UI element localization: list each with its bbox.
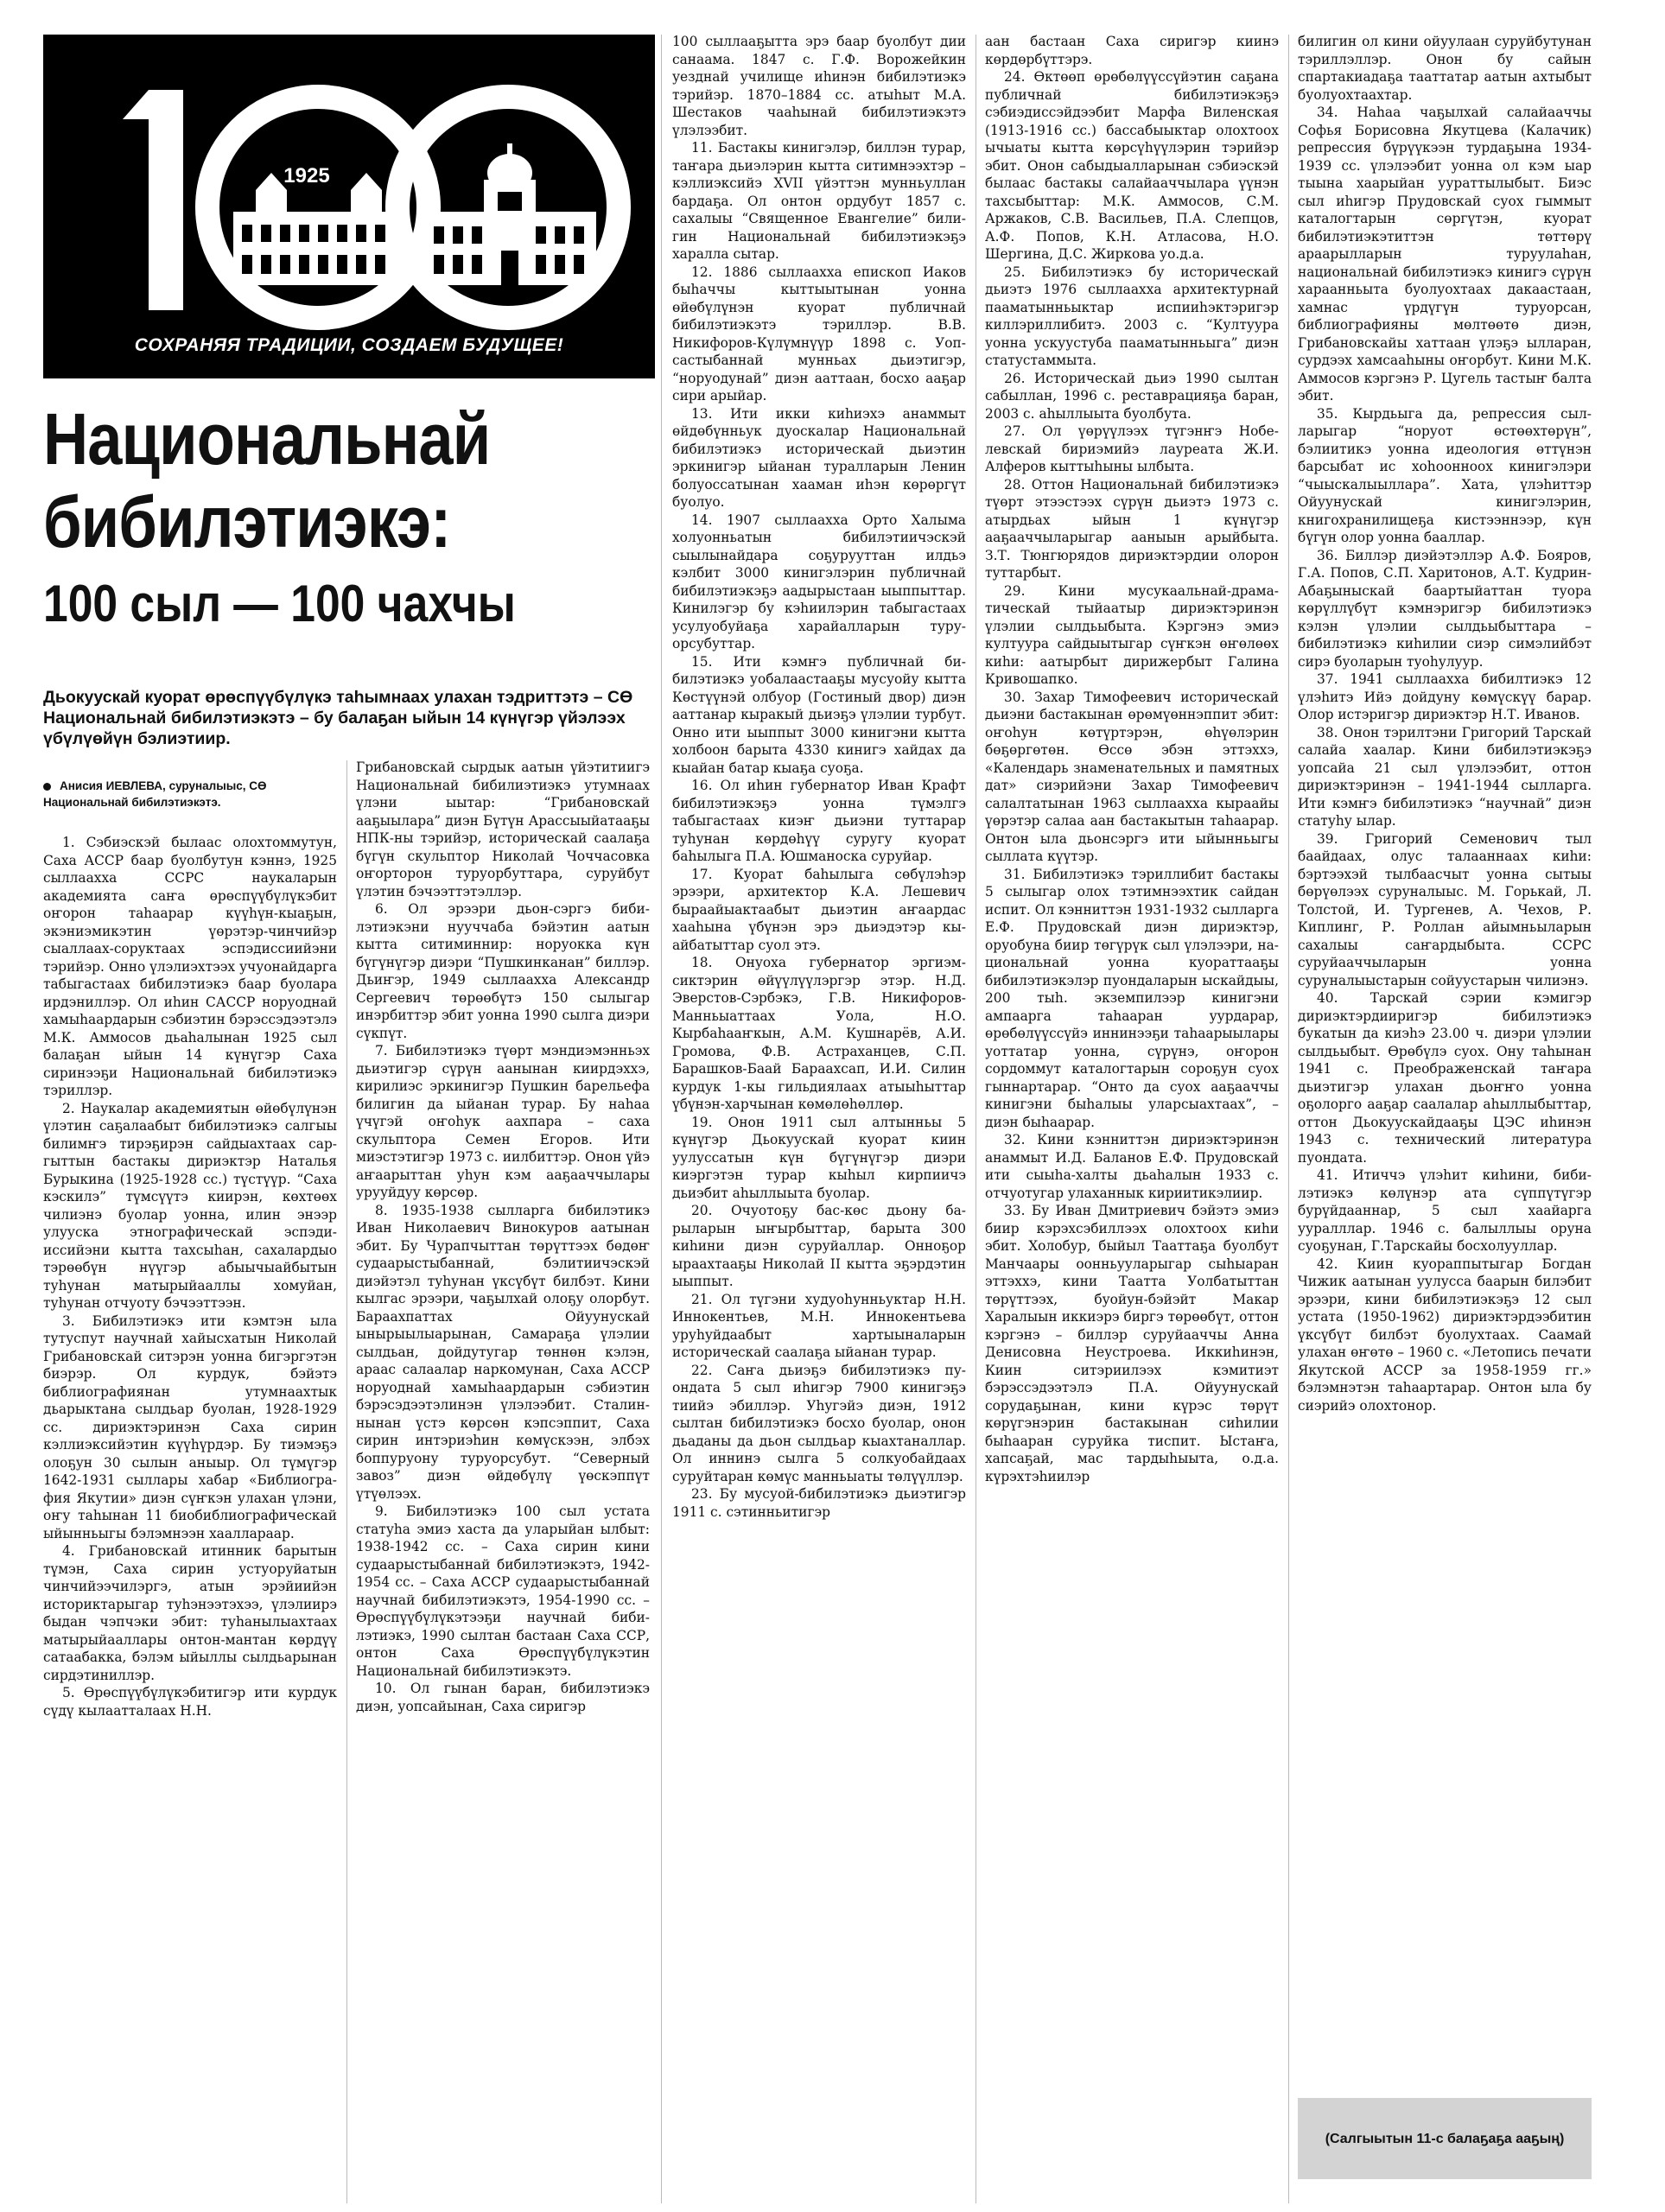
headline-line-2: бибилэтиэкэ:: [43, 481, 451, 563]
article-headline: [43, 397, 657, 638]
paragraph: 28. Оттон Национальнай бибилэтиэкэ түөрт этээстээх сүрүн дьиэтэ 1973 с. атырдьах ыйын 1 күнүгэр ааҕааччыларыгар ааныын арыйбыта. З.Т. Тюнгюрядов дириэктэрдии олорон туттарбыт.: [985, 476, 1279, 581]
paragraph: 38. Онон тэрилтэни Григорий Тарскай салайа хаалар. Кини бибилэтиэкэҕэ уопсайа 21 сыл үлэлээбит, оттон дириэктэринэн – 1941-1944 сылларга. Ити кэмҥэ бибилэтиэкэ “научнай” диэн статуһу ылар.: [1298, 724, 1592, 829]
paragraph: 19. Онон 1911 сыл алтынньы 5 күнүгэр Дьокуускай куорат киин уулуссатын күн бүгүнүгэр диэри киэргэтэн турар кыһыл кирпиичэ дьиэбит аһыллыыта буолар.: [672, 1114, 966, 1201]
paragraph: 29. Кини мусукаальнай-драматическай тыйаатыр дириэктэринэн үлэлии сылдьыбыта. Кэргэнэ эмиэ култуура сайдыытыгар сүҥкэн өҥөлөөх киһи: аатырбыт дирижербыт Галина Кривошапко.: [985, 582, 1279, 687]
paragraph: 39. Григорий Семенович тыл баайдаах, олус талааннаах киһи: бэртээхэй тылбаасчыт уонна сытыы бөрүөлээх суруналыыс. М. Горькай, Л. Толстой, И. Тургенев, А. Чехов, Р. Киплинг, Р. Роллан айымньыларын сахалыы саҥардыбыта. ССРС суруйааччыларын уонна суруналыыстарын сойуустарын чилиэнэ.: [1298, 830, 1592, 988]
column-divider: [1288, 35, 1289, 2203]
paragraph: 41. Итиччэ үлэһит киһини, бибилэтиэкэ көлүнэр ата сүппүтүгэр бурүйдааннар, 5 сыл хаайарга ууралллар. 1946 с. балыллыы оруна суоҕунан, Г.Тарскайы босхолууллар.: [1298, 1167, 1592, 1254]
author-byline: [43, 778, 337, 810]
continuation-note: (Салгыытын 11-с балаҕаҕа ааҕың): [1298, 2098, 1592, 2179]
paragraph: 6. Ол эрээри дьон-сэргэ бибилэтиэкэни нууччаба бэйэтин аатын кытта ситиминнир: норуокка күн бүгүнүгэр диэри “Пушкинканан” биллэр. Дьиҥэр, 1949 сыллаахха Александр Сергеевич төрөөбүтэ 150 сылыгар инэрбиттэр эбит уонна 1990 сылга диэри сүкпүт.: [356, 901, 650, 1041]
column-divider: [661, 35, 662, 2203]
paragraph: 4. Грибановскай итинник барытын түмэн, Саха сирин устуоруйатын чинчийээчилэргэ, атын эрэйиийэн историктарыгар туһэнээтэхээ, үлэлиирэ быдан чэпчэки эбит: туһанылыахтаах матырыйааллары онтон-мантан көрдүү сатаабакка, бэлэм ыйыллы сылдьарынан сирдэтиниллэр.: [43, 1543, 337, 1683]
logo-year: 1925: [283, 164, 330, 188]
author-name: Анисия ИЕВЛЕВА, суруналыыс, СӨ Национальнай бибилэтиэкэтэ.: [43, 779, 267, 809]
paragraph: 14. 1907 сыллааххa Орто Халыма холуонньатын бибилэтиичэскэй сыылынайдара соҕурууттан илдьэ кэлбит 3000 кинигэлэрин публичнай бибилэтиэкэҕэ аадырыстаан ыыппыттар. Кинилэгэр бу кэһиилэрин табыгастаах усулуобуйаҕа харайалларын туруорсубуттар.: [672, 512, 966, 652]
headline-line-3: 100 сыл — 100 чахчы: [43, 575, 516, 632]
paragraph: Грибановскай сырдык аатын үйэтитиигэ Национальнай бибилиэтиэкэ утумнаах үлэни ыытар: “Грибановскай ааҕыылара” диэн Бүтүн Арассыыйатааҕы НПК-ны тэрийэр, историческай саалаҕа бүгүн скульптор Николай Чоччасовка оҥорторон туруорбуттара, суруйбут үлэтин бэчээттэтэллэр.: [356, 760, 650, 899]
paragraph: 36. Биллэр диэйэтэллэр А.Ф. Бояров, Г.А. Попов, С.П. Харитонов, А.Т. Кудрин-Абаҕыныскай баартыйаттан туора көрүллүбүт кэмнэригэр бибилэтиэкэ кэлэн үлэлии сылдьыбыттара – бибилэтиэкэ киһилии сиэр симэлийбэт сирэ буоларын туоһулуур.: [1298, 547, 1592, 670]
paragraph: 18. Онуоха губернатор эргиэмсиктэрин өйүүлүүлэргэр этэр. Н.Д. Эверстов-Сэрбэкэ, Г.В. Никифоров-Манньыаттаах Уола, Н.О. Кырбаһааҥкын, А.М. Кушнарёв, А.И. Громова, Ф.В. Астраханцев, С.П. Барашков-Баай Бараахсап, И.И. Силин курдук 1-кы гильдиялаах атыыһыттар үбүнэн-харчынан көмөлөһөллөр.: [672, 955, 966, 1112]
paragraph: 9. Бибилэтиэкэ 100 сыл устата статуһа эмиэ хаста да уларыйан ылбыт: 1938-1942 сс. – Саха сирин кини судаарыстыбаннай бибилэтиэкэтэ, 1942-1954 сс. – Саха АССР судаарыстыбаннай научнай бибилэтиэкэтэ, 1954-1990 сс. – Өрөспүүбүлүкэтээҕи научнай бибилэтиэкэ, 1990 сылтан бастаан Саха ССР, онтон Саха Өрөспүүбүлүкэтин Национальнай бибилэтиэкэтэ.: [356, 1503, 650, 1679]
paragraph: 42. Киин куораппытыгар Богдан Чижик аатынан уулусса баарын билэбит эрээри, кини бибилэтиэкэҕэ 12 сыл устата (1950-1962) дириэктэрдээбитин үксүбүт билбэт буолухтаах. Саамай улахан өҥөтө – 1960 с. «Летопись печати Якутской АССР за 1958-1959 гг.» бэлэмнэтэн таһаартарар. Онтон ыла бу сиэрийэ олохтонор.: [1298, 1255, 1592, 1414]
paragraph: 8. 1935-1938 сылларга бибилэтикэ Иван Николаевич Винокуров аатынан эбит. Бу Чурапчыттан төрүттээх бөдөҥ судаарыстыбаннай, бэлитиичэскэй диэйэтэл туһунан үксүбүт билбэт. Кини кылгас эрээри, чаҕылхай олоҕу олорбут. Бараахпаттах Ойуунускай ынырыылыарынан, Самараҕа үлэлии сылдьан, дойдутугар төннөн кэлэн, араас салаалар наркомунан, Саха АССР норуоднай хамыһаардарын сэбиэтин бэрэсэдээтэлинэн үлэлээбит. Сталиннынан үстэ көрсөн кэпсэппит, Саха сирин интэриэһин көмүскээн, элбэх боппуруону туруорсубут. “Северный завоз” диэн өйдөбүлү үөскэппүт үтүөлээх.: [356, 1202, 650, 1502]
article-column-2: [356, 759, 650, 2202]
article-column-5: [1298, 33, 1592, 1994]
paragraph: билигин ол кини ойуулаан суруйбутунан тэриллэллэр. Онон бу сайын спартакиадаҕа тааттатар аатын ахтыбыт буолуохтаахтар.: [1298, 34, 1592, 103]
paragraph: 20. Очуотоҕу бас-көс дьону барыларын ыҥырбыттар, барыта 300 киһини диэн суруйаллар. Онноҕор ыраахтааҕы Николай II кытта эҕэрдэтин ыыппыт.: [672, 1203, 966, 1289]
logo-100-graphic: [43, 35, 655, 378]
paragraph: 16. Ол иһин губернатор Иван Крафт бибилэтиэкэҕэ уонна түмэлгэ табыгастаах киэҥ дьиэни туттарар туһунан көрдөһүү суругу куорат баһылыга П.А. Юшманоска суруйар.: [672, 778, 966, 864]
paragraph: 11. Бастакы кинигэлэр, биллэн турар, таҥара дьиэлэрин кытта ситимнээхтэр – кэллиэксийэ XVII үйэттэн мунньуллан бардаҕа. Ол онтон ордубут 1857 с. сахалыы “Священное Евангелие” билигин Национальнай бибилэтиэкэҕэ харалла сытар.: [672, 140, 966, 262]
paragraph: 15. Ити кэмҥэ публичнай бибилэтиэкэ уобалаастааҕы мусуойу кытта Көстүүнэй олбуор (Гостиный двор) диэн ааттанар кыракый дьиэҕэ үлэлии турбут. Онно ити ыыппыт 3000 кинигэни кытта холбоон барыта 4330 кинигэ хайдах да кыайан батар кыаҕа суоҕа.: [672, 653, 966, 776]
paragraph: 17. Куорат баһылыга сөбүлэһэр эрээри, архитектор К.А. Лешевич быраайыактаабыт дьиэтин аҥаардас хааһына үбүнэн эрэ дьиэдэтэр кыайбатыттар суол этэ.: [672, 866, 966, 953]
article-column-4: [985, 33, 1279, 2202]
paragraph: 37. 1941 сыллааххa бибилтиэкэ 12 үлэһитэ Ийэ дойдуну көмүскүү барар. Олор истэригэр дириэктэр Н.Т. Иванов.: [1298, 671, 1592, 722]
logo-tagline: СОХРАНЯЯ ТРАДИЦИИ, СОЗДАЕМ БУДУЩЕЕ!: [134, 335, 564, 355]
paragraph: 13. Ити икки киһиэхэ анаммыт өйдөбүнньук дуоскалар Национальнай бибилэтиэкэ историческай дьиэтин эркинигэр ыйанан туралларын Ленин болуоссатынан хааман иһэн көрөргүт буолуо.: [672, 405, 966, 510]
bullet-icon: [43, 783, 51, 791]
paragraph: 10. Ол гынан баран, бибилэтиэкэ диэн, уопсайынан, Саха сиригэр: [356, 1681, 650, 1714]
paragraph: 12. 1886 сыллааххa епископ Иаков быһаччы кыттыытынан уонна өйөбүлүнэн куорат публичнай бибилэтиэкэтэ тэриллэр. В.В. Никифоров-Күлүмнүүр 1898 с. Уопсастыбаннай мунньах дьиэтигэр, “норуодунай” диэн ааттаан, босхо ааҕар сири арыйар.: [672, 264, 966, 404]
paragraph: 27. Ол үөрүүлээх түгэнҥэ Нобелевскай бириэмийэ лауреата Ж.И. Алферов кыттыһыны ылбыта.: [985, 423, 1279, 474]
column-divider: [975, 35, 976, 2203]
column-divider: [346, 760, 347, 2203]
paragraph: 100 сыллааҕытта эрэ баар буолбут дии санаама. 1847 с. Г.Ф. Ворожейкин уезднай училище иһинэн бибилэтиэкэ тэрийэр. 1870–1884 сс. атыһыт М.А. Шестаков чааһынай бибилэтиэкэтэ үлэлээбит.: [672, 34, 966, 138]
paragraph: 21. Ол түгэни худуоһунньуктар Н.Н. Иннокентьев, М.Н. Иннокентьева уруһуйдаабыт хартыыналарын историческай саалаҕа ыйанан турар.: [672, 1291, 966, 1360]
paragraph: аан бастаан Саха сиригэр киинэ көрдөрбүттэрэ.: [985, 34, 1279, 67]
paragraph: 30. Захар Тимофеевич историческай дьиэни бастакынан өрөмүөннэппит эбит: оҥоһун көтүртэрэн, өһүөлэрин бөҕөргөтөн. Өссө эбэн эттэххэ, «Календарь знаменательных и памятных дат» сиэрийэни Захар Тимофеевич салалтатынан 1963 сыллааххa кыраайы үөрэтэр салаа аан бастaкытын таһаарар. Онтон ыла дьонсэргэ ити ыйынньыгы сыллата күүтэр.: [985, 689, 1279, 864]
paragraph: 1. Сэбиэскэй былаас олохтоммутун, Саха АССР баар буолбутун кэннэ, 1925 сыллаахха ССРС наукаларын академията саҥа өрөспүүбүлүкэбит оҥорон таһаарар күүһүн-кыаҕын, экэниэмикэтин үөрэтэр-чинчийэр сыаллаах-соруктаах эспэдиссиийэни тэрийэр. Онно үлэлиэхтээх учуонайдарга табыгастаах бибилэтиэкэ баар буолара ирдэниллэр. Ол иһин САССР норуоднай хамыһаардарын сэбиэтин бэрэссэдээтэлэ М.К. Аммосов дьаһалынан 1925 сыл балаҕан ыйын 14 күнүгэр Саха сиринээҕи Национальнай бибилэтиэкэ тэриллэр.: [43, 835, 337, 1098]
paragraph: 3. Бибилэтиэкэ ити кэмтэн ыла тутуспут научнай хайысхатын Николай Грибановскай ситэрэн уонна бигэргэтэн биэрэр. Ол курдук, бэйэтэ библиографиянан утумнаахтык дьарыктана сылдьар буолан, 1928-1929 сс. дириэктэринэн Саха сирин кэллиэксийэтин күүһүрдэр. Бу тиэмэҕэ олоҕун 30 сылын аныыр. Ол түмүгэр 1642-1931 сыллары хабар «Библиография Якутии» диэн сүҥкэн улахан үлэни, оҥу таһынан 11 биобиблиографическай ыйынньыгы бэлэмнээн хааллараар.: [43, 1313, 337, 1541]
paragraph: 35. Кырдьыга да, репрессия сылларыгар “норуот өстөөхтөрүн”, бэлиитикэ уонна идеология өттүнэн барсыбат ис хоһоонноох кинигэлэри “чыыскалыыллара”. Хата, үлэһиттэр Ойуунускай кинигэлэрин, книгохранилищеҕа кистээннээр, күн бүгүн олор уонна бааллар.: [1298, 405, 1592, 545]
article-column-1: [43, 834, 337, 2199]
headline-line-1: Национальнай: [43, 398, 491, 480]
paragraph: 40. Тарскай сэрии кэмигэр дириэктэрдииригэр бибилэтиэкэ букатын да киэһэ 23.00 ч. диэри үлэлии сылдьыбыт. Өрөбүлэ суох. Ону таһынан 1941 с. Преображенскай таҥара дьиэтигэр улахан дьоҥҥо уонна оҕолорго ааҕар саалалар аһыллыбыттар, оттон Дьокуускайдааҕы ЦЭС иһинэн 1943 с. технический литература пуондата.: [1298, 990, 1592, 1166]
article-column-3: [672, 33, 966, 2202]
anniversary-logo: [43, 35, 655, 378]
paragraph: 7. Бибилэтиэкэ түөрт мэндиэмэнньэх дьиэтигэр сүрүн аанынан киирдэххэ, кирилиэс эркинигэр Пушкин барельефа билигин да ыйанан турар. Бу наһаа үчүгэй оҥоһук аахпара – саха скульптора Семен Егоров. Ити миэстэтигэр 1973 с. иилбиттэр. Онон үйэ аҥаарыттан уһун кэм ааҕааччылары урууйдуу көрсөр.: [356, 1043, 650, 1200]
paragraph: 26. Историческай дьиэ 1990 сылтан сабыллан, 1996 с. реставрацияҕа баран, 2003 с. аһыллыыта буолбута.: [985, 370, 1279, 422]
paragraph: 31. Бибилэтиэкэ тэриллибит бастакы 5 сылыгар олох тэтимнээхтик сайдан испит. Ол кэнниттэн 1931-1932 сылларга Е.Ф. Прудовскай диэн дириэктэр, оруобуна биир төгүрүк сыл үлэлээри, национальнай уонна куораттааҕы бибилэтиэкэлэр пуондаларын ыскайдыы, 200 тыһ. экземпилээр кинигэни ампаарга таһааран уурдарар, өрөбөлүүссүйэ иннинээҕи таһаарыылары уоттатар уонна, сүрүнэ, оҥорон сордоммут каталогтарын сороҕун суох гыннартарар. “Онто да суох ааҕааччы кинигэни быһалыы уларсыахтаах”, – диэн быһаарар.: [985, 866, 1279, 1130]
paragraph: 25. Бибилэтиэкэ бу историческай дьиэтэ 1976 сыллааххa архитектурнай пааматынньыктар испииһэктэригэр киллэриллибитэ. 2003 с. “Култуура уонна ускуустуба пааматынньыга” диэн статустаммыта.: [985, 264, 1279, 368]
paragraph: 23. Бу мусуой-бибилэтиэкэ дьиэтигэр 1911 с. сэтинньитигэр: [672, 1486, 966, 1520]
paragraph: 22. Саҥа дьиэҕэ бибилэтиэкэ пуондата 5 сыл иһигэр 7900 кинигэҕэ тиийэ эбиллэр. Уһугэйэ диэн, 1912 сылтан бибилэтиэкэ босхо буолар, онон дьаданы да дьон сылдьар кыахтаналлар. Ол иннинэ сылга 5 солкуобайдаах суруйтаран көмүс манньыаты төлүүллэр.: [672, 1362, 966, 1484]
paragraph: 32. Кини кэнниттэн дириэктэринэн анаммыт И.Д. Баланов Е.Ф. Прудовскай ити сыыһа-халты дьаһалын 1933 с. отчуотугар улаханнык кириитикэлиир.: [985, 1132, 1279, 1201]
paragraph: 24. Өктөөп өрөбөлүүссүйэтин саҕана публичнай бибилэтиэкэҕэ сэбиэдиссэйдээбит Марфа Виленская (1913-1916 сс.) бассабыыктар олохтоох ычыаты кытта көрсүһүүлэрин тэрийэр эбит. Онон сабыдыалларынан сэбиэскэй былаас бастакы салайааччылара үүнэн тахсыбыттар: М.К. Аммосов, С.М. Аржаков, С.В. Васильев, П.А. Слепцов, А.Ф. Попов, К.Н. Атласова, Н.О. Шергина, Д.С. Жиркова уо.д.а.: [985, 69, 1279, 262]
paragraph: 33. Бу Иван Дмитриевич бэйэтэ эмиэ биир кэрэхсэбиллээх олохтоох киһи эбит. Холобур, быйыл Тааттаҕа буолбут Манчаары оонньууларыгар сыһыаран эттэххэ, кини Таатта Уолбатыттан төрүттээх, буойун-бэйэйт Макар Харалыын иккиэрэ биргэ төрөөбүт, оттон кэргэнэ – биллэр суруйааччы Анна Денисовна Неустроева. Иккиһинэн, Киин ситэриилээх кэмитиэт бэрэссэдээтэлэ П.А. Ойуунускай сорудаҕынан, кини күрэс төрүт көрүгэнэрин бастакынан сиһилии быһааран суруйка тиспит. Ыстаҥа, хапсаҕай, мас тардыһыыта, о.д.а. күрэхтэһиилэр: [985, 1203, 1279, 1484]
article-lead: Дьокуускай куорат өрөспүүбүлүкэ таһымнаах улахан тэдриттэтэ – СӨ Национальнай бибилэтиэкэтэ – бу балаҕан ыйын 14 күнүгэр үйэлээх үбүлүөйүн бэлиэтиир.: [43, 688, 633, 748]
paragraph: 2. Наукалар академиятын өйөбүлүнэн үлэтин саҕалаабыт бибилэтиэкэ салгыы билимҥэ тирэҕирэн сайдыахтаах саргыттын бастакы дириэктэр Наталья Бурыкина (1925-1928 сс.) түстүүр. “Саха кэскилэ” түмсүүтэ киирэн, көхтөөх чилиэнэ буолар уонна, илин энээр улууска этнографическай эспэдииссийэни кытта тахсыһан, сахалардыо тэрөөбүн нүүгэр абыычыайбытын туһунан матырыйааллы хомуйан, туһунан отчуоту бэчээттээн.: [43, 1100, 337, 1311]
paragraph: 34. Наһаа чаҕылхай салайааччы Софья Борисовна Якутцева (Калачик) репрессия бүрүүкээн турдаҕына 1934-1939 сс. үлэлээбит уонна ол кэм ыар тыына хаарыйан уураттылыбыт. Биэс сыл иһигэр Прудовскай суох гыммыт каталогтарын сөргүтэн, куорат бибилэтиэкэтиттэн төттөрү араарылларын туруулаһан, национальнай бибилэтиэкэ кинигэ сүрүн хараанньыта буолуохтаах дакаастаан, хамнас үрдүгүн туруорсан, библиографияны мөлтөөтө диэн, Грибановскайы хаттаан үлэҕэ ылларан, сурдээх хамсааһыны оҥорбут. Кини М.К. Аммосов кэргэнэ Р. Цугель тастыҥ балта эбит.: [1298, 105, 1592, 404]
paragraph: 5. Өрөспүүбүлүкэбитигэр ити курдук сүдү кылаатталаах Н.Н.: [43, 1685, 337, 1719]
